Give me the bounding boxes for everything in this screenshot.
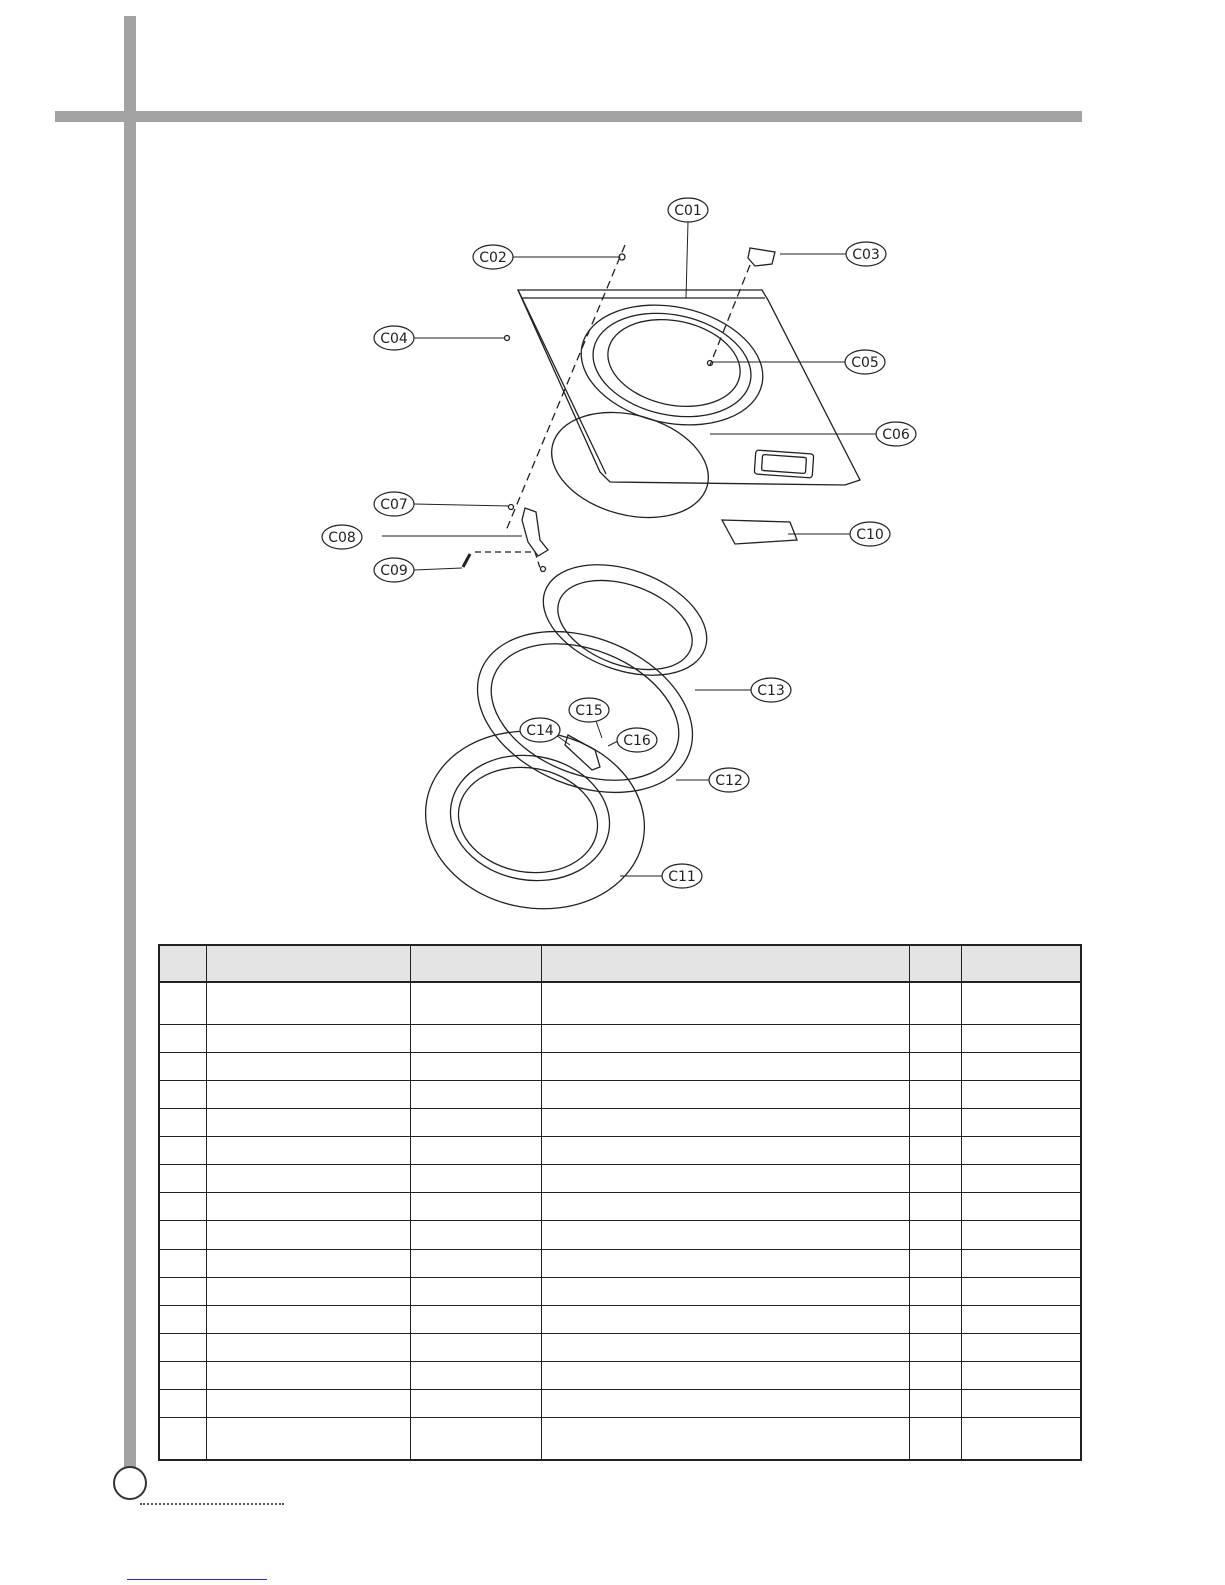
callout-c08: C08: [328, 530, 356, 546]
table-cell: [961, 1390, 1081, 1418]
table-cell: [909, 982, 961, 1024]
table-cell: [206, 1390, 410, 1418]
table-cell: [410, 1305, 541, 1333]
table-cell: [909, 1109, 961, 1137]
table-cell: [206, 1305, 410, 1333]
table-row: [159, 1333, 1081, 1361]
callout-c04: C04: [380, 331, 408, 347]
table-cell: [961, 982, 1081, 1024]
table-cell: [159, 1277, 206, 1305]
table-cell: [909, 1361, 961, 1389]
table-cell: [159, 1221, 206, 1249]
table-cell: [159, 1333, 206, 1361]
table-cell: [541, 1221, 909, 1249]
table-row: [159, 1361, 1081, 1389]
table-cell: [410, 982, 541, 1024]
table-row: [159, 1052, 1081, 1080]
table-cell: [909, 1052, 961, 1080]
table-cell: [159, 1024, 206, 1052]
callout-c03: C03: [852, 247, 880, 263]
callout-c02: C02: [479, 250, 507, 266]
callout-c09: C09: [380, 563, 408, 579]
table-cell: [909, 1277, 961, 1305]
door-hook-outline: [748, 248, 775, 266]
table-cell: [410, 1109, 541, 1137]
table-cell: [410, 1024, 541, 1052]
table-cell: [961, 1109, 1081, 1137]
table-cell: [961, 1165, 1081, 1193]
callout-c13: C13: [757, 683, 785, 699]
cover-plate-outline: [722, 520, 797, 544]
table-cell: [159, 1052, 206, 1080]
table-cell: [541, 1277, 909, 1305]
table-row: [159, 1137, 1081, 1165]
callout-c14: C14: [526, 723, 554, 739]
table-cell: [206, 1080, 410, 1108]
parts-list-table: [158, 944, 1082, 1461]
table-row: [159, 1080, 1081, 1108]
table-cell: [541, 1418, 909, 1460]
table-cell: [410, 1221, 541, 1249]
table-cell: [909, 1193, 961, 1221]
top-frame-bar: [55, 111, 1082, 122]
exploded-parts-diagram: [300, 190, 940, 920]
front-panel-outline: [518, 290, 860, 485]
table-cell: [541, 1052, 909, 1080]
table-cell: [159, 1080, 206, 1108]
table-cell: [206, 982, 410, 1024]
table-cell: [909, 1333, 961, 1361]
table-row: [159, 1193, 1081, 1221]
table-row: [159, 1221, 1081, 1249]
table-cell: [206, 1418, 410, 1460]
table-cell: [206, 1052, 410, 1080]
door-hinge-outline: [522, 508, 548, 556]
table-cell: [206, 1221, 410, 1249]
table-cell: [206, 1277, 410, 1305]
panel-porthole-outer: [570, 289, 774, 441]
table-row: [159, 982, 1081, 1024]
header-cell: [541, 945, 909, 982]
table-cell: [961, 1305, 1081, 1333]
table-body: [159, 982, 1081, 1460]
table-row: [159, 1418, 1081, 1460]
table-cell: [909, 1080, 961, 1108]
table-cell: [410, 1137, 541, 1165]
table-cell: [961, 1249, 1081, 1277]
callout-c07: C07: [380, 497, 408, 513]
table-cell: [541, 1390, 909, 1418]
page-number-marker: [113, 1466, 147, 1500]
table-cell: [541, 1305, 909, 1333]
table-cell: [541, 1361, 909, 1389]
table-header-row: [159, 945, 1081, 982]
footer-link-underline: [127, 1579, 267, 1580]
table-cell: [961, 1080, 1081, 1108]
callout-c11: C11: [668, 869, 696, 885]
table-cell: [206, 1193, 410, 1221]
table-cell: [410, 1165, 541, 1193]
callout-c15: C15: [575, 703, 603, 719]
left-frame-bar: [124, 16, 136, 1486]
table-cell: [541, 1137, 909, 1165]
table-cell: [206, 1333, 410, 1361]
table-cell: [159, 1361, 206, 1389]
table-row: [159, 1024, 1081, 1052]
table-cell: [206, 1109, 410, 1137]
table-cell: [410, 1390, 541, 1418]
header-cell: [961, 945, 1081, 982]
table-cell: [961, 1052, 1081, 1080]
table-row: [159, 1109, 1081, 1137]
header-cell: [206, 945, 410, 982]
callout-c05: C05: [851, 355, 879, 371]
header-cell: [909, 945, 961, 982]
table-row: [159, 1165, 1081, 1193]
table-row: [159, 1249, 1081, 1277]
callout-c16: C16: [623, 733, 651, 749]
table-cell: [961, 1193, 1081, 1221]
header-cell: [410, 945, 541, 982]
table-cell: [909, 1165, 961, 1193]
table-cell: [541, 1109, 909, 1137]
table-cell: [909, 1249, 961, 1277]
table-cell: [541, 1193, 909, 1221]
table-cell: [410, 1333, 541, 1361]
table-cell: [159, 1390, 206, 1418]
callout-c10: C10: [856, 527, 884, 543]
table-cell: [909, 1305, 961, 1333]
table-cell: [206, 1165, 410, 1193]
table-cell: [410, 1277, 541, 1305]
door-frame-outer: [528, 544, 722, 696]
table-cell: [159, 1165, 206, 1193]
table-cell: [541, 1024, 909, 1052]
header-cell: [159, 945, 206, 982]
table-cell: [961, 1277, 1081, 1305]
table-cell: [961, 1024, 1081, 1052]
table-cell: [410, 1361, 541, 1389]
table-row: [159, 1305, 1081, 1333]
table-cell: [541, 1249, 909, 1277]
table-cell: [159, 1418, 206, 1460]
callout-c06: C06: [882, 427, 910, 443]
table-cell: [961, 1137, 1081, 1165]
table-cell: [206, 1137, 410, 1165]
table-cell: [909, 1024, 961, 1052]
table-cell: [410, 1052, 541, 1080]
callout-c12: C12: [715, 773, 743, 789]
table-cell: [206, 1024, 410, 1052]
table-cell: [206, 1249, 410, 1277]
callout-c01: C01: [674, 203, 702, 219]
table-cell: [159, 1137, 206, 1165]
table-cell: [909, 1221, 961, 1249]
table-cell: [206, 1361, 410, 1389]
table-cell: [159, 982, 206, 1024]
table-cell: [159, 1305, 206, 1333]
table-cell: [909, 1137, 961, 1165]
table-cell: [961, 1333, 1081, 1361]
table-cell: [961, 1418, 1081, 1460]
table-cell: [159, 1109, 206, 1137]
table-cell: [541, 982, 909, 1024]
table-cell: [541, 1165, 909, 1193]
table-cell: [961, 1221, 1081, 1249]
table-cell: [410, 1418, 541, 1460]
table-row: [159, 1277, 1081, 1305]
table-cell: [961, 1361, 1081, 1389]
table-cell: [410, 1193, 541, 1221]
table-cell: [909, 1390, 961, 1418]
footer-dotted-line: [140, 1503, 284, 1505]
table-cell: [159, 1249, 206, 1277]
table-cell: [410, 1249, 541, 1277]
table-row: [159, 1390, 1081, 1418]
table-cell: [159, 1193, 206, 1221]
table-cell: [541, 1333, 909, 1361]
table-cell: [410, 1080, 541, 1108]
table-cell: [909, 1418, 961, 1460]
table-cell: [541, 1080, 909, 1108]
